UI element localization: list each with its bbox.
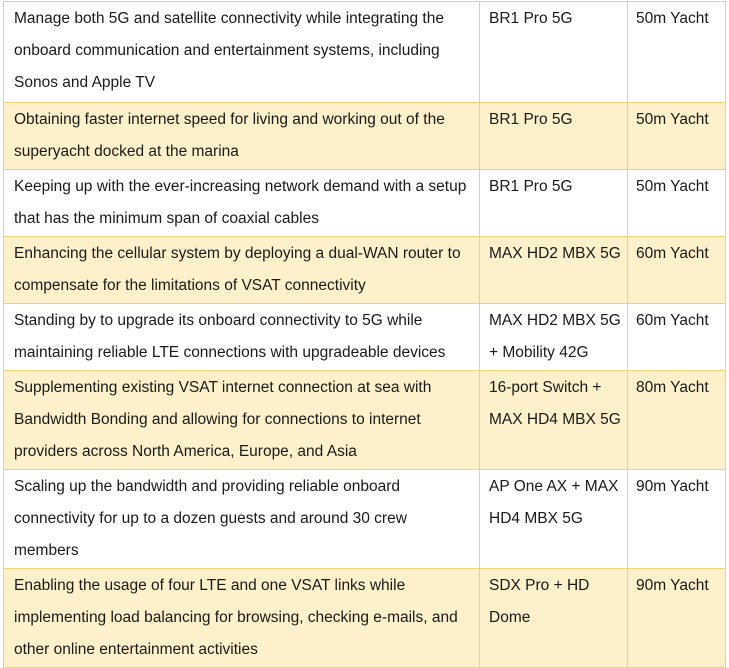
table-row — [4, 371, 726, 470]
equipment-cell: 16-port Switch + MAX HD4 MBX 5G — [480, 371, 628, 470]
equipment-cell: SDX Pro + HD Dome — [480, 569, 628, 668]
equipment-cell: BR1 Pro 5G — [480, 103, 628, 170]
description-cell: Keeping up with the ever-increasing network demand with a setup that has the minimum span of coaxial cables — [4, 170, 480, 237]
description-cell: Standing by to upgrade its onboard connectivity to 5G while maintaining reliable LTE connections with upgradeable devices — [4, 304, 480, 371]
description-cell: Enabling the usage of four LTE and one VSAT links while implementing load balancing for browsing, checking e-mails, and other online entertainment activities — [4, 569, 480, 668]
vessel-cell: 50m Yacht — [628, 103, 726, 170]
equipment-cell: MAX HD2 MBX 5G — [480, 237, 628, 304]
vessel-cell: 80m Yacht — [628, 371, 726, 470]
table-row — [4, 569, 726, 668]
table-row — [4, 237, 726, 304]
vessel-cell: 50m Yacht — [628, 2, 726, 103]
table-row — [4, 103, 726, 170]
table-row — [4, 170, 726, 237]
vessel-cell: 60m Yacht — [628, 237, 726, 304]
vessel-cell: 60m Yacht — [628, 304, 726, 371]
equipment-cell: AP One AX + MAX HD4 MBX 5G — [480, 470, 628, 569]
deployments-table — [3, 1, 726, 668]
description-cell: Enhancing the cellular system by deploying a dual-WAN router to compensate for the limitations of VSAT connectivity — [4, 237, 480, 304]
equipment-cell: BR1 Pro 5G — [480, 2, 628, 103]
description-cell: Scaling up the bandwidth and providing reliable onboard connectivity for up to a dozen guests and around 30 crew members — [4, 470, 480, 569]
equipment-cell: MAX HD2 MBX 5G + Mobility 42G — [480, 304, 628, 371]
vessel-cell: 90m Yacht — [628, 470, 726, 569]
table-row — [4, 304, 726, 371]
vessel-cell: 50m Yacht — [628, 170, 726, 237]
table-row — [4, 2, 726, 103]
equipment-cell: BR1 Pro 5G — [480, 170, 628, 237]
description-cell: Supplementing existing VSAT internet connection at sea with Bandwidth Bonding and allowing for connections to internet providers across North America, Europe, and Asia — [4, 371, 480, 470]
vessel-cell: 90m Yacht — [628, 569, 726, 668]
description-cell: Obtaining faster internet speed for living and working out of the superyacht docked at the marina — [4, 103, 480, 170]
table-row — [4, 470, 726, 569]
description-cell: Manage both 5G and satellite connectivity while integrating the onboard communication and entertainment systems, including Sonos and Apple TV — [4, 2, 480, 103]
